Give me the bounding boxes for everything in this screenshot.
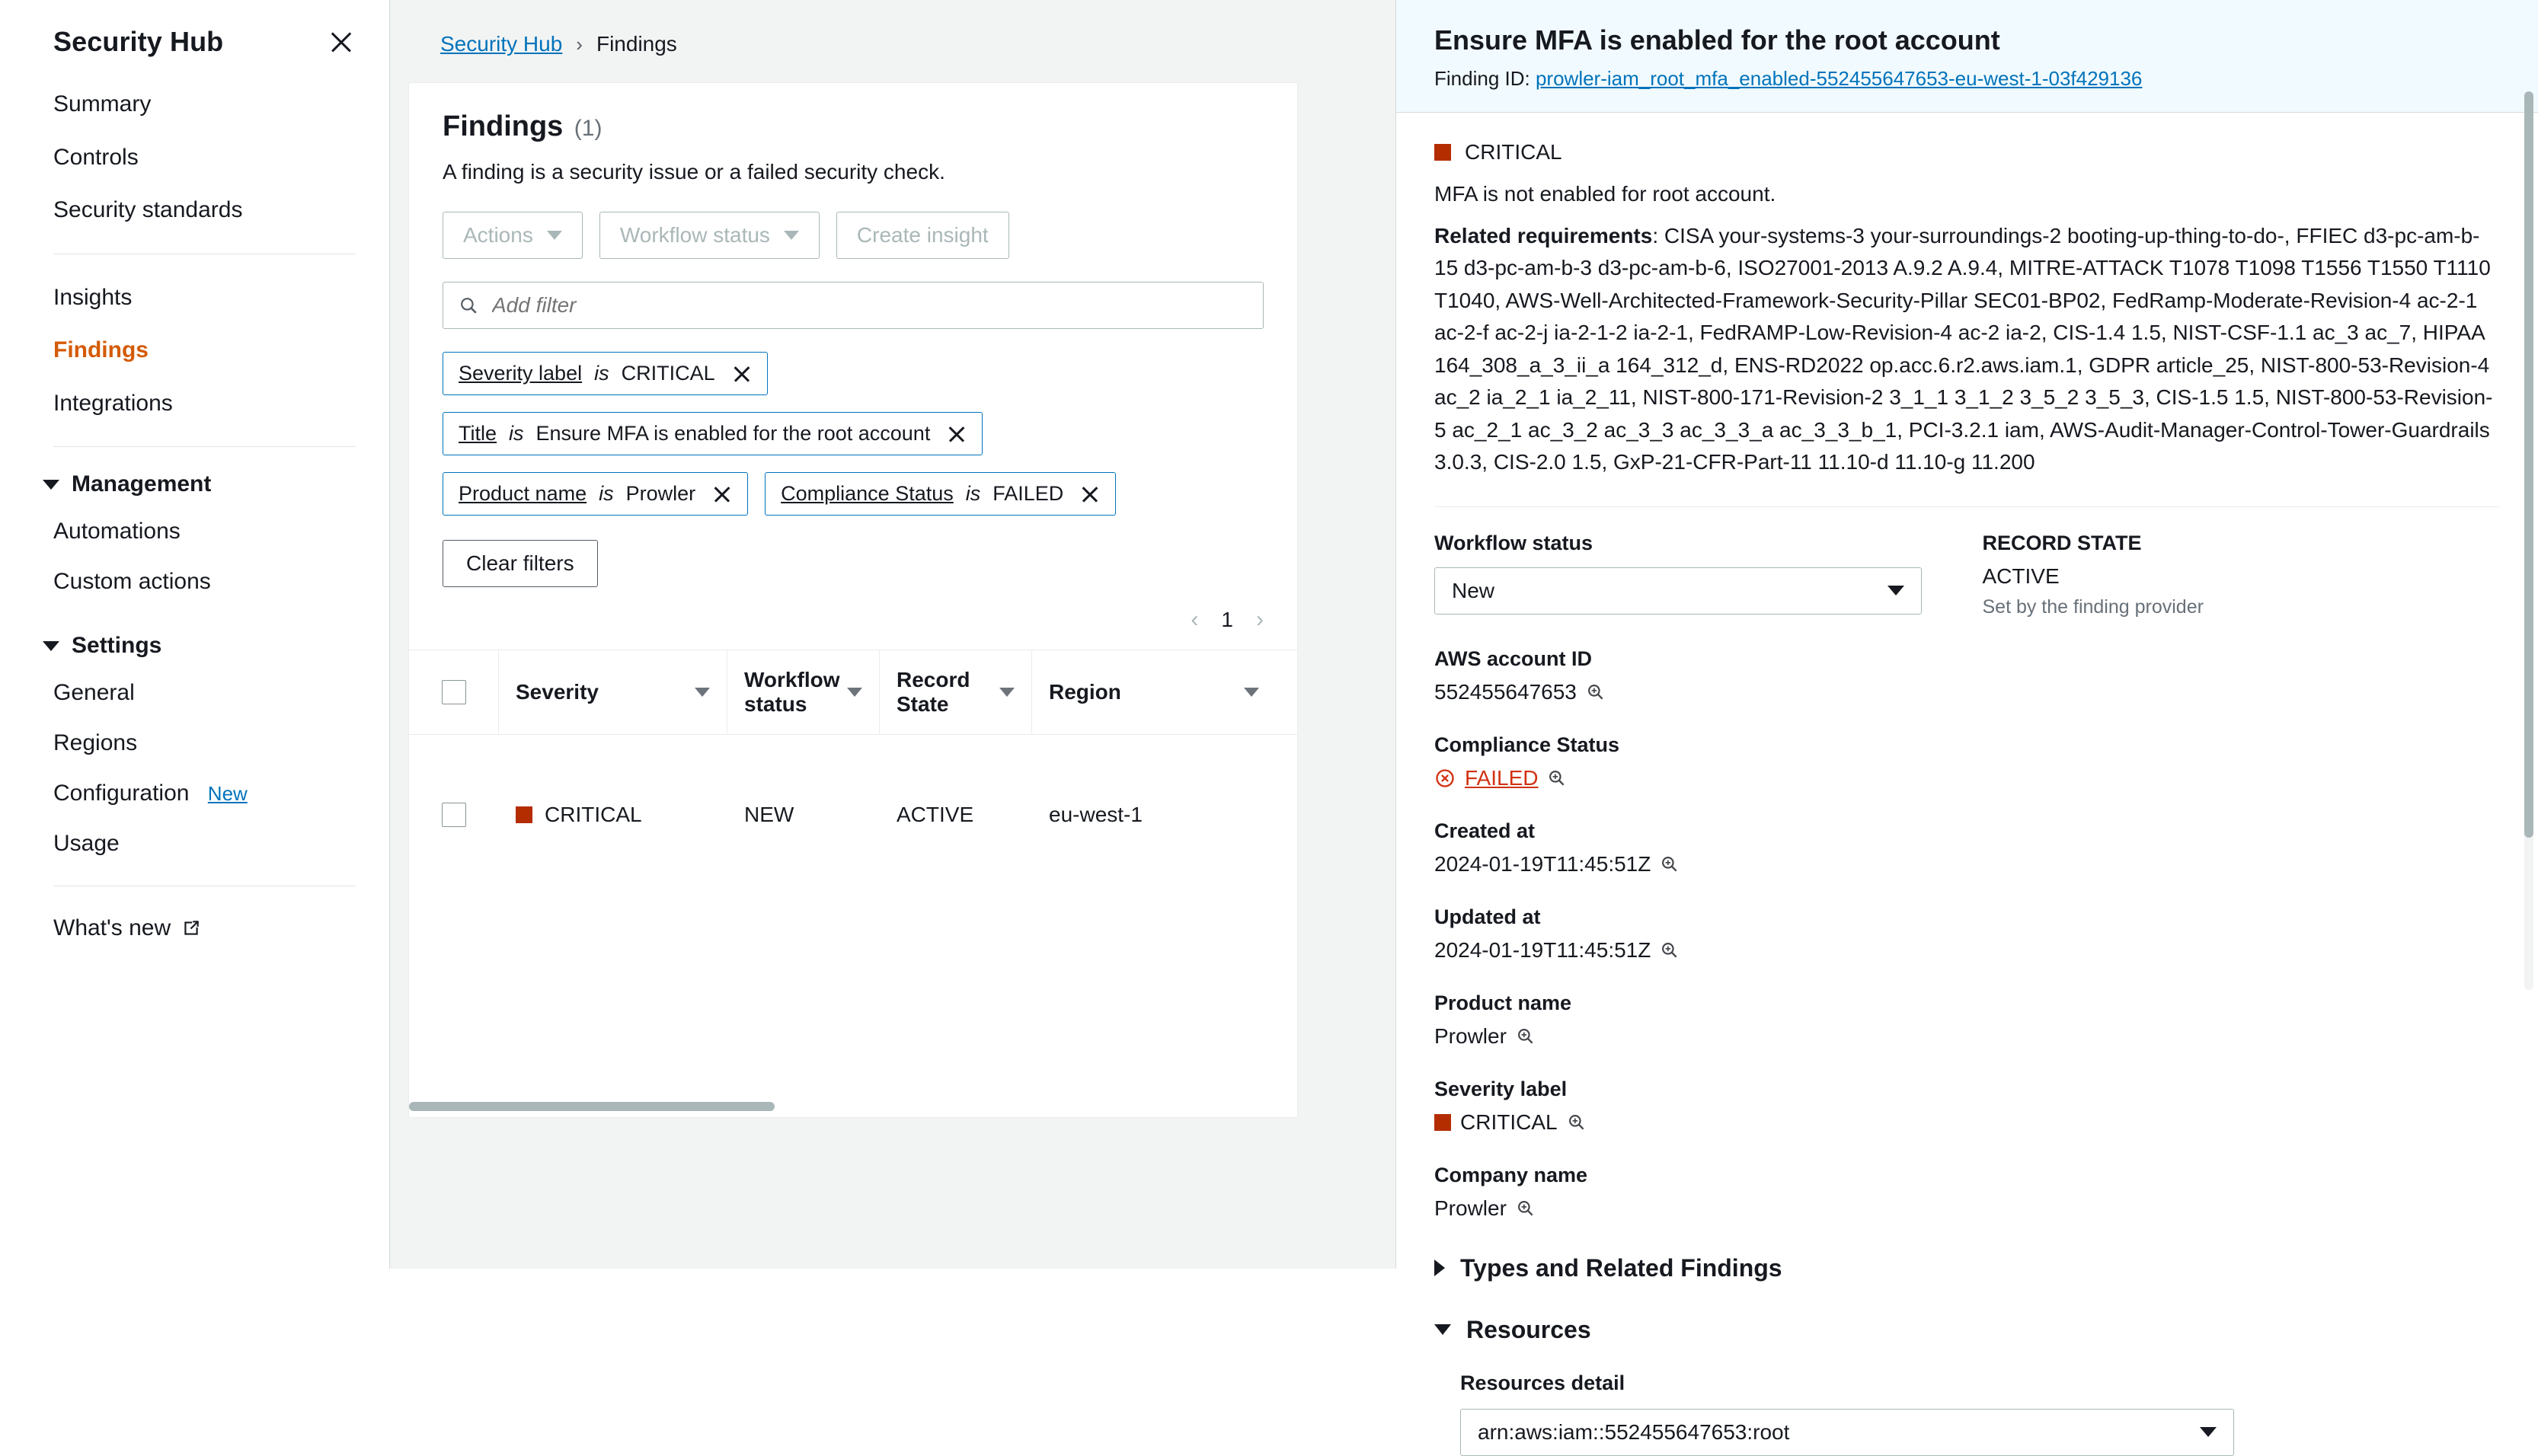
cell-severity xyxy=(499,803,727,827)
field-label: Created at xyxy=(1434,819,1536,842)
filter-tokens xyxy=(409,329,1297,516)
chevron-down-icon xyxy=(1888,586,1904,595)
sidebar-item-findings[interactable]: Findings xyxy=(53,337,149,362)
sidebar-item-configuration-label: Configuration xyxy=(53,781,190,806)
section-types-label: Types and Related Findings xyxy=(1460,1253,1782,1282)
breadcrumb xyxy=(390,0,1395,56)
sort-icon xyxy=(1244,688,1259,697)
column-workflow-status-label: Workflow status xyxy=(744,668,840,716)
severity-indicator-icon xyxy=(1434,144,1451,161)
filter-token-severity[interactable] xyxy=(443,352,768,395)
detail-header xyxy=(1396,0,2538,113)
new-badge: New xyxy=(207,782,248,805)
section-types-and-related-findings[interactable] xyxy=(1396,1221,2538,1282)
field-company-name xyxy=(1434,1164,1983,1221)
column-region-label: Region xyxy=(1049,680,1121,704)
field-label: Product name xyxy=(1434,991,1572,1014)
chevron-down-icon xyxy=(43,480,59,490)
findings-card xyxy=(408,82,1298,1118)
sidebar-item-whats-new-label: What's new xyxy=(53,915,171,940)
field-value-row xyxy=(1434,852,1983,876)
status-badge xyxy=(1434,766,1538,790)
column-severity-label: Severity xyxy=(516,680,599,704)
sort-icon xyxy=(847,688,862,697)
chevron-down-icon xyxy=(784,231,799,240)
sidebar-group-management-label: Management xyxy=(72,471,212,497)
select-all-header xyxy=(409,650,499,734)
workflow-status-select-value: New xyxy=(1452,578,1495,602)
magnifier-icon[interactable] xyxy=(1516,1199,1536,1218)
field-label: Company name xyxy=(1434,1163,1588,1186)
filter-token-compliance-status[interactable] xyxy=(765,472,1116,516)
scrollbar-thumb[interactable] xyxy=(2524,91,2533,838)
field-value-row xyxy=(1434,938,1952,963)
filter-token-key: Compliance Status xyxy=(781,482,954,505)
findings-panel xyxy=(390,0,1395,1269)
findings-title: Findings xyxy=(443,110,564,142)
row-checkbox[interactable] xyxy=(442,803,466,827)
sidebar-item-custom-actions[interactable]: Custom actions xyxy=(53,569,211,594)
create-insight-button[interactable] xyxy=(836,212,1009,259)
pagination xyxy=(409,587,1297,633)
findings-toolbar xyxy=(409,184,1297,259)
sidebar-title: Security Hub xyxy=(53,26,224,57)
section-resources-label: Resources xyxy=(1466,1315,1591,1343)
filter-token-value: Ensure MFA is enabled for the root account xyxy=(535,422,931,445)
filter-token-key: Title xyxy=(459,422,497,445)
actions-button-label: Actions xyxy=(463,223,533,247)
sort-icon xyxy=(695,688,710,697)
column-record-state[interactable] xyxy=(880,650,1032,734)
record-state-label: RECORD STATE xyxy=(1982,531,2142,554)
actions-button[interactable] xyxy=(443,212,583,259)
field-created-at xyxy=(1434,819,1983,876)
page-title xyxy=(443,110,1264,143)
magnifier-icon[interactable] xyxy=(1660,854,1680,874)
finding-id-label: Finding ID: xyxy=(1434,67,1530,90)
pagination-next[interactable]: › xyxy=(1256,607,1264,632)
create-insight-button-label: Create insight xyxy=(856,223,989,247)
magnifier-icon[interactable] xyxy=(1660,940,1680,960)
field-label: Updated at xyxy=(1434,905,1541,928)
sidebar-group-settings[interactable] xyxy=(0,625,389,668)
field-value-row xyxy=(1434,1024,1983,1049)
remove-filter-icon[interactable] xyxy=(1080,484,1100,504)
field-value: FAILED xyxy=(1465,765,1539,790)
sidebar-item-insights[interactable]: Insights xyxy=(53,284,133,310)
field-label: Compliance Status xyxy=(1434,733,1620,756)
sidebar-group-management[interactable] xyxy=(0,464,389,506)
detail-title: Ensure MFA is enabled for the root account xyxy=(1434,24,2000,56)
field-label: Severity label xyxy=(1434,1077,1568,1100)
field-value: 2024-01-19T11:45:51Z xyxy=(1434,937,1651,962)
field-updated-at xyxy=(1434,905,1952,963)
filter-search-box[interactable] xyxy=(443,282,1264,329)
sidebar-nav-primary xyxy=(0,78,389,237)
field-value-row xyxy=(1434,766,1952,790)
field-label: AWS account ID xyxy=(1434,647,1593,670)
sidebar-divider-2 xyxy=(53,446,356,447)
record-state-block xyxy=(1982,532,2500,618)
field-value: Prowler xyxy=(1434,1023,1507,1048)
workflow-status-button[interactable] xyxy=(599,212,820,259)
sidebar-item-summary[interactable]: Summary xyxy=(53,91,152,117)
sidebar-item-controls[interactable]: Controls xyxy=(53,144,139,170)
select-all-checkbox[interactable] xyxy=(442,680,466,704)
clear-filters-button[interactable]: Clear filters xyxy=(443,540,598,587)
column-record-state-label: Record State xyxy=(897,668,970,716)
filter-token-value: CRITICAL xyxy=(621,362,715,385)
field-value: 2024-01-19T11:45:51Z xyxy=(1434,851,1651,876)
workflow-status-block xyxy=(1434,532,1982,618)
filter-token-title[interactable] xyxy=(443,412,983,455)
resources-select-value: arn:aws:iam::552455647653:root xyxy=(1478,1419,1790,1444)
table-row[interactable] xyxy=(409,735,1297,895)
sidebar-item-usage[interactable]: Usage xyxy=(53,831,120,856)
scrollbar-thumb[interactable] xyxy=(409,1102,775,1111)
magnifier-icon[interactable] xyxy=(1516,1027,1536,1046)
record-state-value: ACTIVE xyxy=(1982,564,2060,588)
related-requirements-value: : CISA your-systems-3 your-surroundings-2 booting-up-thing-to-do-, FFIEC d3-pc-am-b-15 d3-pc-am-b-3 d3-pc-am-b-6, ISO27001-2013 A.9.2 A.9.4, MITRE-ATTACK T1078 T1098 T1556 T1550 T1110 T1040, AWS-Well-Architected-Framework-Security-Pillar SEC01-BP02, FedRamp-Moderate-Revision-4 ac-2-1 ac-2-f ac-2-j ia-2-1-2 ia-2-1, FedRAMP-Low-Revision-4 ac-2 ia-2, CIS-1.4 1.5, NIST-CSF-1.1 ac_3 ac_7, HIPAA 164_308_a_3_ii_a 164_312_d, ENS-RD2022 op.acc.6.r2.aws.iam.1, GDPR article_25, NIST-800-53-Revision-4 ac_2 ia_2_1 ia_2_11, NIST-800-171-Revision-2 3_1_1 3_1_2 3_5_2 3_5_3, CIS-1.5 1.5, NIST-800-53-Revision-5 ac_2_1 ac_3_2 ac_3_3 ac_3_3_a ac_3_3_b_1, PCI-3.2.1 iam, AWS-Audit-Manager-Control-Tower-Guardrails 3.0.3, CIS-2.0 1.5, GxP-21-CFR-Part-11 11.10-d 11.10-g 11.200 xyxy=(1434,223,2493,474)
sidebar-item-integrations[interactable]: Integrations xyxy=(53,390,173,416)
filter-token-value: FAILED xyxy=(993,482,1064,505)
cell-region: eu-west-1 xyxy=(1049,803,1143,826)
external-link-icon xyxy=(181,918,201,938)
field-compliance-status xyxy=(1434,733,1952,790)
workflow-status-label: Workflow status xyxy=(1434,531,1593,554)
detail-description: MFA is not enabled for root account. xyxy=(1434,182,1776,206)
filter-token-op: is xyxy=(599,482,614,505)
filter-token-op: is xyxy=(965,482,981,505)
finding-detail-panel xyxy=(1395,0,2538,1444)
cell-severity-value: CRITICAL xyxy=(545,803,642,826)
chevron-down-icon xyxy=(1434,1324,1451,1335)
record-state-sub: Set by the finding provider xyxy=(1982,595,2204,618)
severity-indicator-icon xyxy=(1434,1114,1451,1131)
sidebar-header xyxy=(0,0,389,78)
remove-filter-icon[interactable] xyxy=(712,484,732,504)
remove-filter-icon[interactable] xyxy=(732,364,752,384)
field-value-row xyxy=(1434,1196,1983,1221)
row-select-cell xyxy=(409,803,499,827)
remove-filter-icon[interactable] xyxy=(947,424,967,444)
sidebar-item-general[interactable]: General xyxy=(53,680,135,705)
breadcrumb-separator: › xyxy=(576,32,583,56)
table-horizontal-scrollbar[interactable] xyxy=(409,1102,1299,1111)
column-severity[interactable] xyxy=(499,650,727,734)
finding-id-row xyxy=(1434,67,2500,91)
findings-card-header xyxy=(409,83,1297,184)
resources-select[interactable] xyxy=(1460,1409,2234,1456)
magnifier-icon[interactable] xyxy=(1547,768,1567,788)
related-requirements xyxy=(1434,220,2500,479)
findings-table-header xyxy=(409,650,1297,735)
breadcrumb-root[interactable]: Security Hub xyxy=(440,32,563,56)
pagination-page-1[interactable]: 1 xyxy=(1221,608,1233,631)
detail-field-grid xyxy=(1396,618,2538,1221)
detail-vertical-scrollbar[interactable] xyxy=(2524,91,2533,990)
severity-indicator-icon xyxy=(516,806,532,823)
related-requirements-label: Related requirements xyxy=(1434,223,1653,247)
sidebar-item-regions[interactable]: Regions xyxy=(53,730,138,755)
filter-token-op: is xyxy=(594,362,609,385)
section-resources[interactable] xyxy=(1396,1282,2538,1344)
field-value-row xyxy=(1434,1110,1952,1135)
field-aws-account-id xyxy=(1434,647,1983,704)
filter-token-value: Prowler xyxy=(625,482,696,505)
breadcrumb-current: Findings xyxy=(596,32,677,56)
column-workflow-status[interactable] xyxy=(727,650,880,734)
detail-severity-label: CRITICAL xyxy=(1465,140,1562,164)
column-region[interactable] xyxy=(1032,650,1276,734)
workflow-record-row xyxy=(1396,507,2538,618)
chevron-down-icon xyxy=(2200,1427,2217,1437)
sidebar-item-security-standards[interactable]: Security standards xyxy=(53,197,243,222)
findings-description: A finding is a security issue or a failed security check. xyxy=(443,160,945,184)
field-value: 552455647653 xyxy=(1434,679,1577,704)
chevron-right-icon xyxy=(1434,1260,1445,1276)
workflow-status-button-label: Workflow status xyxy=(619,223,770,247)
field-product-name xyxy=(1434,991,1983,1049)
detail-body xyxy=(1396,113,2538,479)
field-value: Prowler xyxy=(1434,1196,1507,1220)
cell-record-state: ACTIVE xyxy=(897,803,974,826)
field-value-row xyxy=(1434,680,1983,704)
magnifier-icon[interactable] xyxy=(1567,1113,1587,1132)
magnifier-icon[interactable] xyxy=(1586,682,1606,702)
sidebar xyxy=(0,0,390,1269)
sidebar-item-automations[interactable]: Automations xyxy=(53,519,181,544)
search-input[interactable] xyxy=(491,292,1248,318)
chevron-down-icon xyxy=(43,641,59,651)
search-icon xyxy=(459,295,478,315)
sidebar-item-whats-new[interactable] xyxy=(0,903,389,953)
cell-workflow-status: NEW xyxy=(744,803,794,826)
field-value: CRITICAL xyxy=(1460,1110,1558,1134)
close-icon[interactable] xyxy=(327,27,356,56)
filter-token-key: Product name xyxy=(459,482,587,505)
filter-token-product-name[interactable] xyxy=(443,472,748,516)
finding-id-link[interactable]: prowler-iam_root_mfa_enabled-552455647653-eu-west-1-03f429136 xyxy=(1535,67,2143,90)
detail-severity xyxy=(1434,140,2500,164)
filter-token-op: is xyxy=(509,422,524,445)
filter-token-key: Severity label xyxy=(459,362,583,385)
error-circle-icon xyxy=(1434,768,1456,789)
findings-count: (1) xyxy=(574,116,603,141)
chevron-down-icon xyxy=(547,231,562,240)
sort-icon xyxy=(999,688,1015,697)
field-severity-label xyxy=(1434,1078,1952,1135)
resources-detail-label: Resources detail xyxy=(1460,1371,1625,1394)
workflow-status-select[interactable] xyxy=(1434,567,1922,615)
sidebar-group-settings-label: Settings xyxy=(72,633,162,658)
pagination-prev[interactable]: ‹ xyxy=(1191,607,1199,632)
sidebar-item-configuration[interactable] xyxy=(0,768,389,819)
sidebar-nav-secondary xyxy=(0,271,389,430)
